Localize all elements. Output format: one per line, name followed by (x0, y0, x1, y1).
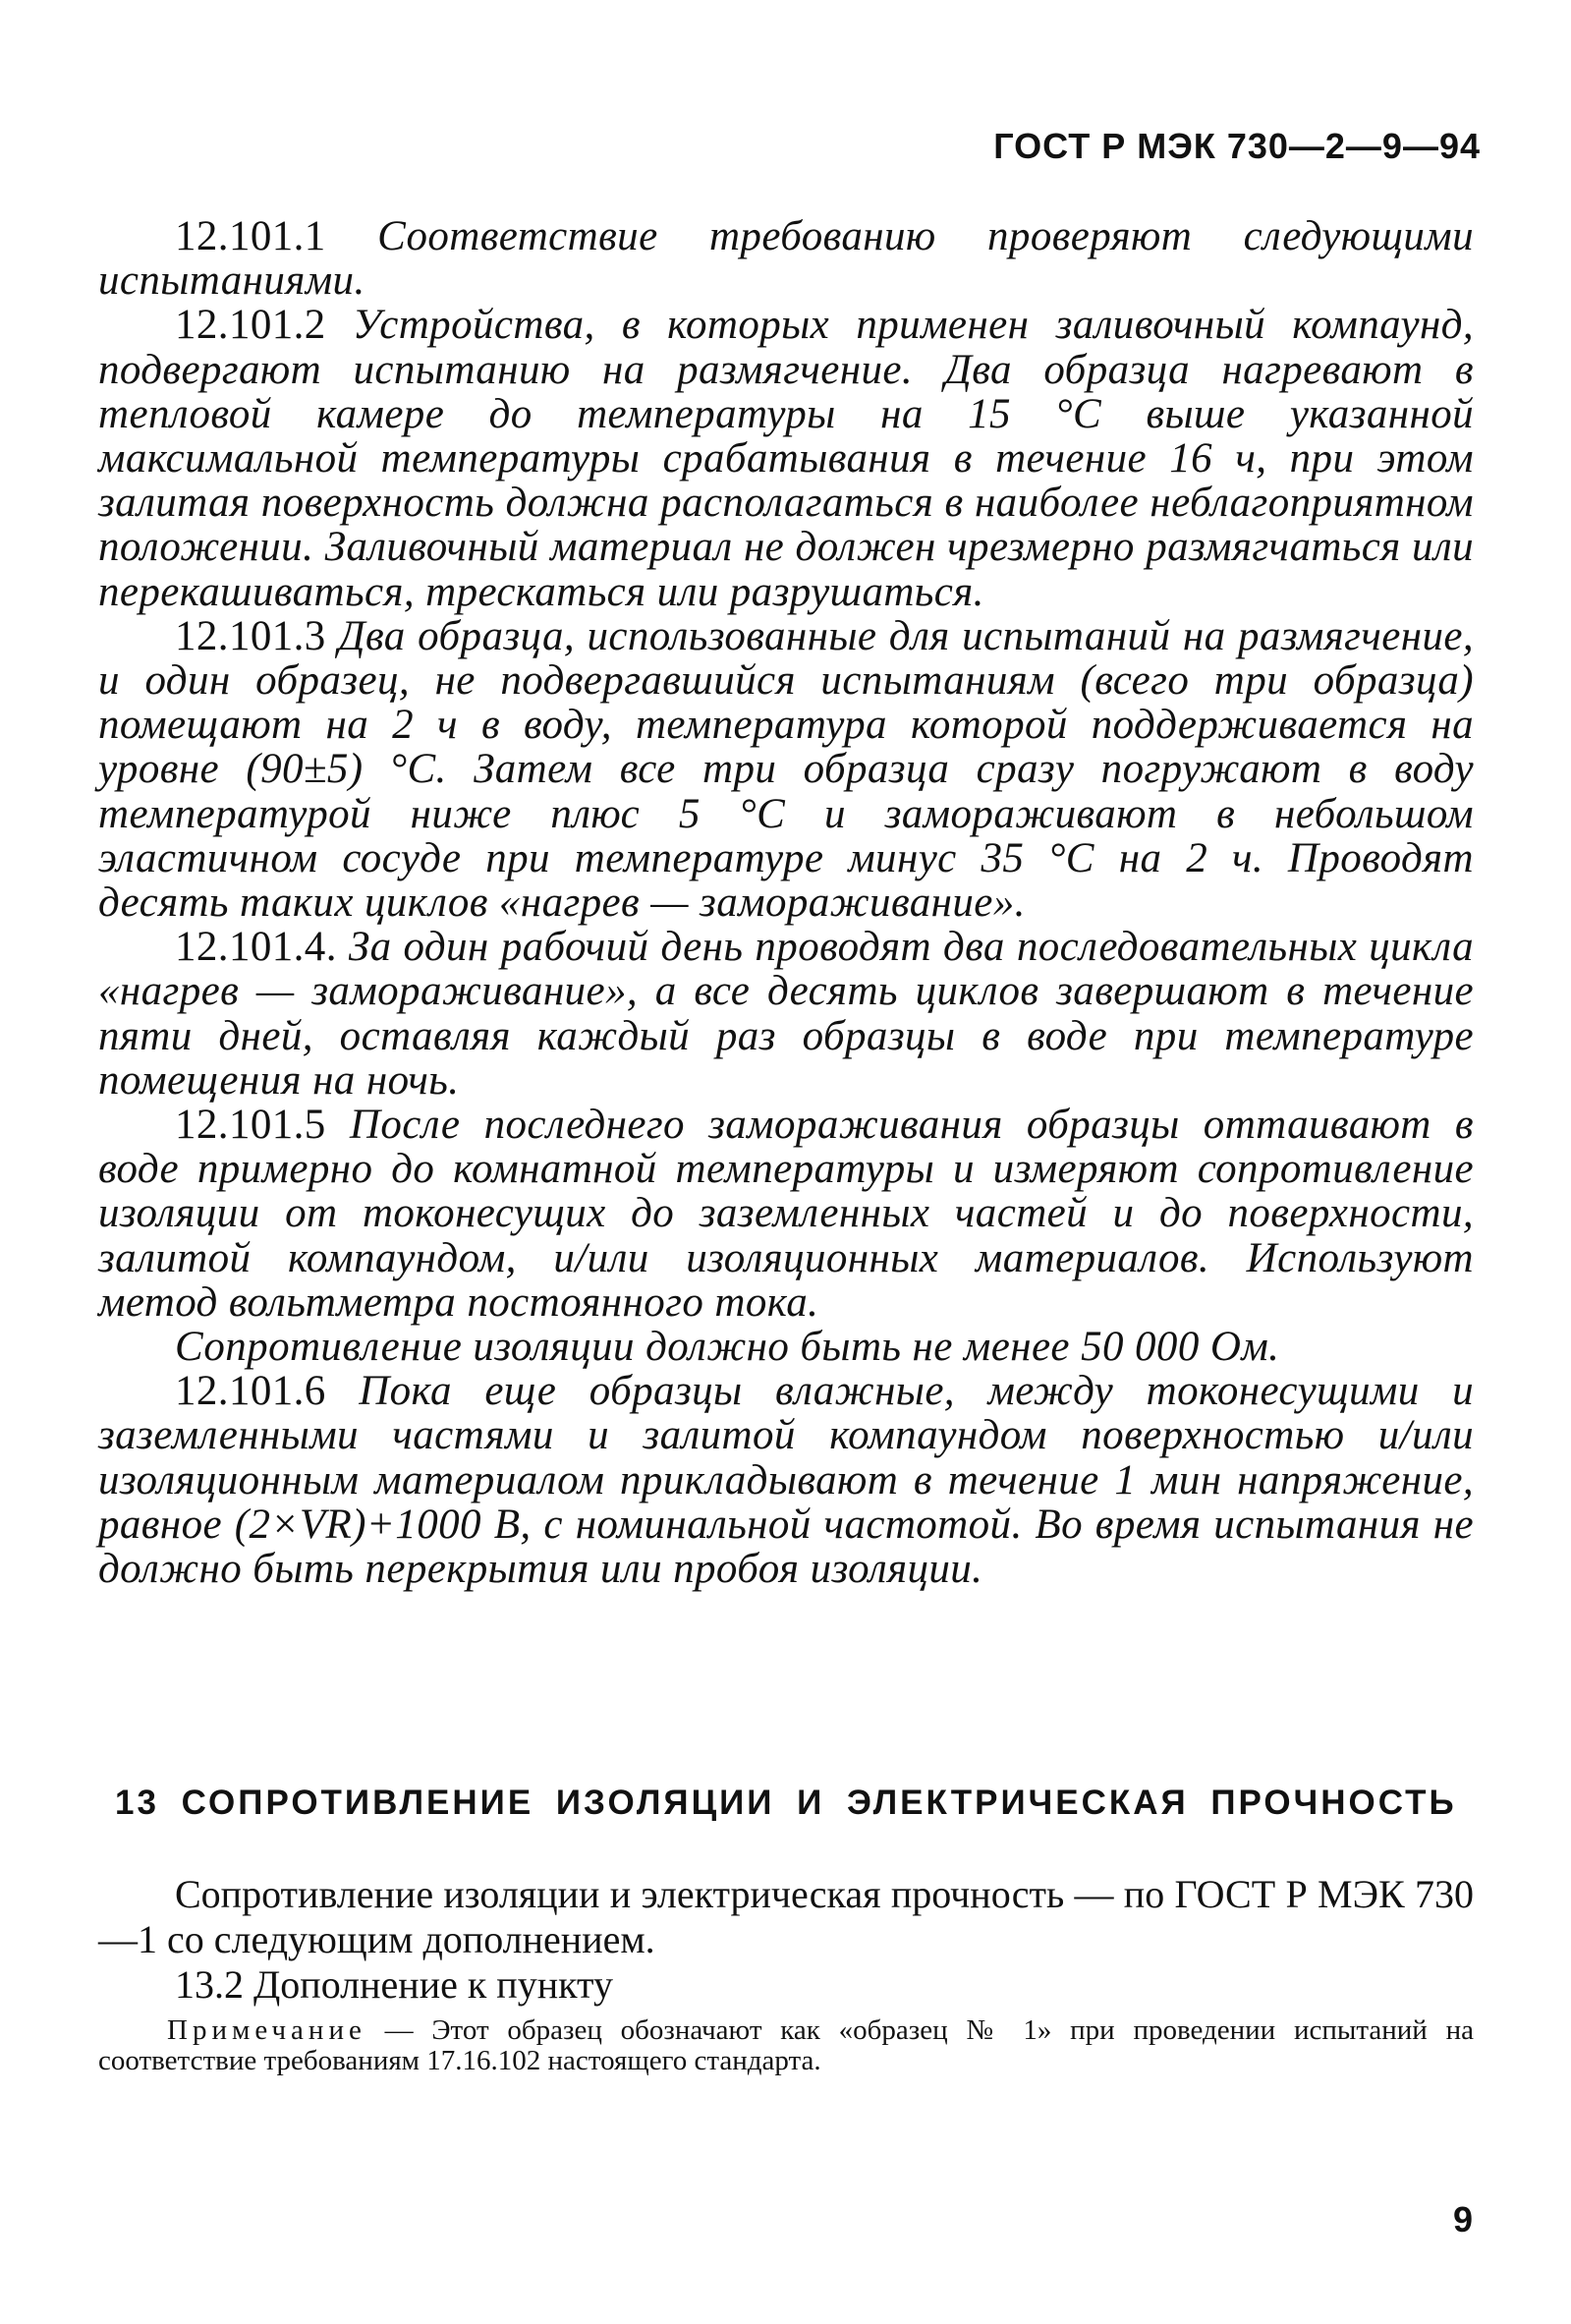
paragraph-12-101-5 (98, 1103, 1474, 1325)
note-text: — Этот образец обозначают как «образец № 1» при проведении испытаний на соответствие требованиям 17.16.102 настоящего стандарта. (98, 2014, 1474, 2076)
clause-12-body (98, 214, 1474, 1591)
standard-header: ГОСТ Р МЭК 730—2—9—94 (993, 126, 1481, 166)
clause-number: 12.101.5 (175, 1102, 326, 1149)
note (98, 2015, 1474, 2076)
clause-number: 12.101.2 (175, 302, 326, 349)
paragraph-12-101-3 (98, 614, 1474, 925)
note-label: Примечание (167, 2014, 366, 2046)
paragraph-12-101-2 (98, 303, 1474, 613)
clause-text: Сопротивление изоляции должно быть не менее 50 000 Ом. (175, 1324, 1280, 1371)
clause-text: Два образца, использованные для испытаний на размягчение, и один образец, не подвергавшийся испытаниям (всего три образца) помещают на 2 ч в воду, температура которой поддерживается на уровне (90±5) °С. Затем все три образца сразу погружают в воду температурой ниже плюс 5 °С и замораживают в небольшом эластичном сосуде при температуре минус 35 °С на 2 ч. Проводят десять таких циклов «нагрев — замораживание». (98, 612, 1474, 927)
clause-text: Устройства, в которых применен заливочный компаунд, подвергают испытанию на размягчение. Два образца нагревают в тепловой камере до температуры на 15 °С выше указанной максимальной температуры срабатывания в течение 16 ч, при этом залитая поверхность должна располагаться в наиболее неблагоприятном положении. Заливочный материал не должен чрезмерно размягчаться или перекашиваться, трескаться или разрушаться. (98, 302, 1474, 615)
clause-text: Соответствие требованию проверяют следующими испытаниями. (98, 213, 1474, 305)
clause-number: 12.101.6 (175, 1368, 326, 1415)
page-number: 9 (1452, 2199, 1473, 2239)
section-13-body (98, 1872, 1474, 2076)
clause-number: 12.101.1 (175, 213, 326, 259)
section-13-heading: 13 СОПРОТИВЛЕНИЕ ИЗОЛЯЦИИ И ЭЛЕКТРИЧЕСКАЯ ПРОЧНОСТЬ (115, 1784, 1457, 1822)
section-13-2-heading: 13.2 Дополнение к пункту (175, 1962, 613, 2007)
clause-text: Пока еще образцы влажные, между токонесущими и заземленными частями и залитой компаундом поверхностью и/или изоляционным материалом прикладывают в течение 1 мин напряжение, равное (2×VR)+1000 В, с номинальной частотой. Во время испытания не должно быть перекрытия или пробоя изоляции. (98, 1368, 1475, 1593)
section-13-intro: Сопротивление изоляции и электрическая прочность — по ГОСТ Р МЭК 730—1 со следующим дополнением. (98, 1872, 1474, 1961)
clause-text: За один рабочий день проводят два последовательных цикла «нагрев — замораживание», а все десять циклов завершают в течение пяти дней, оставляя каждый раз образцы в воде при температуре помещения на ночь. (98, 924, 1474, 1104)
clause-number: 12.101.3 (175, 612, 326, 659)
paragraph-12-101-6 (98, 1369, 1474, 1591)
paragraph-12-101-1 (98, 214, 1474, 303)
paragraph-resistance-requirement (98, 1325, 1474, 1369)
clause-number: 12.101.4. (175, 924, 337, 971)
paragraph-12-101-4 (98, 925, 1474, 1103)
clause-text: После последнего замораживания образцы оттаивают в воде примерно до комнатной температуры и измеряют сопротивление изоляции от токонесущих до заземленных частей и до поверхности, залитой компаундом, и/или изоляционных материалов. Используют метод вольтметра постоянного тока. (98, 1102, 1474, 1326)
